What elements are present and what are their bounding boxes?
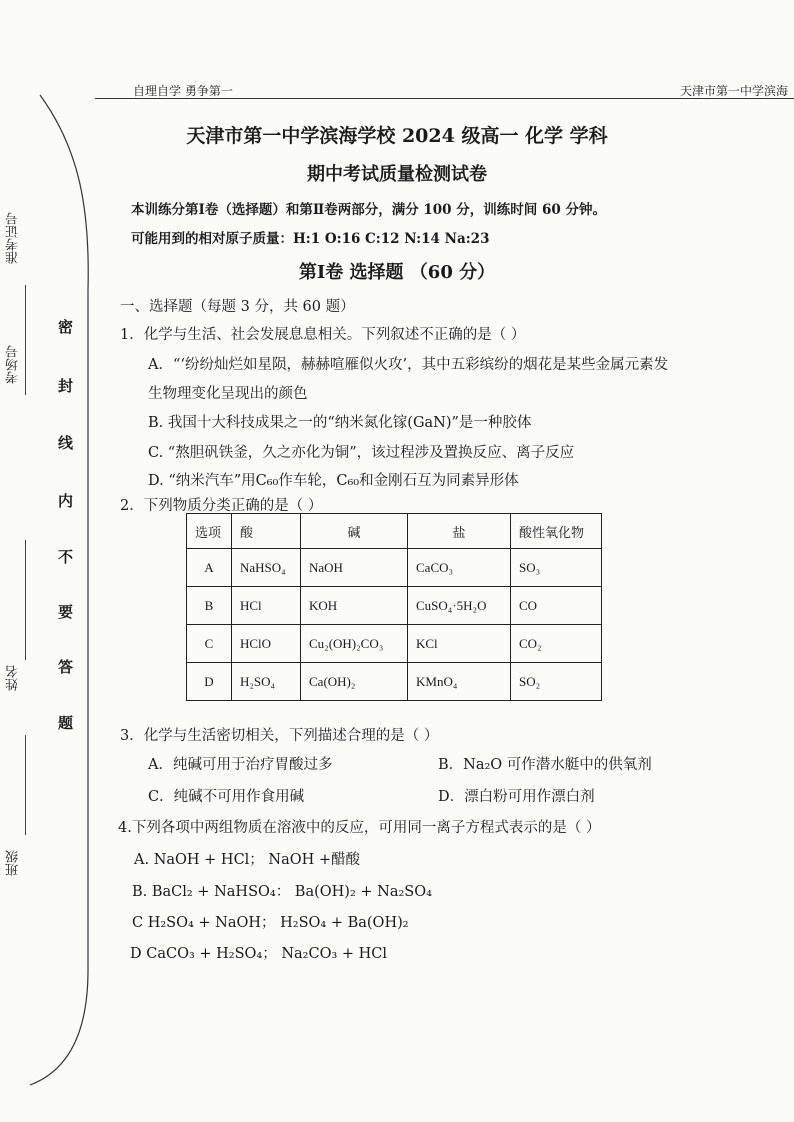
section-title: 第Ⅰ卷 选择题 （60 分）: [298, 262, 496, 283]
q1-option-a-cont: 生物理变化呈现出的颜色: [148, 386, 308, 402]
seal-char: 题: [58, 714, 74, 732]
table-header-row: [187, 514, 602, 549]
table-row: [187, 625, 602, 663]
table-cell: Cu₂(OH)₂CO₃: [301, 625, 408, 663]
q3-stem: 3．化学与生活密切相关，下列描述合理的是（ ）: [120, 728, 439, 744]
table-cell: CO₂: [511, 625, 602, 663]
exam-title: 天津市第一中学滨海学校 2024 级高一 化学 学科: [186, 125, 608, 147]
q1-stem: 1．化学与生活、社会发展息息相关。下列叙述不正确的是（ ）: [120, 327, 526, 343]
exam-id-line: [25, 285, 26, 395]
table-header: 盐: [408, 514, 511, 549]
room-label: 考场号: [6, 345, 21, 384]
table-row: [187, 587, 602, 625]
seal-char: 内: [58, 492, 74, 510]
table-cell: KMnO₄: [408, 663, 511, 701]
classification-table: [186, 513, 602, 701]
header-motto: 自理自学 勇争第一: [133, 84, 233, 98]
seal-char: 封: [58, 377, 74, 395]
table-header: 选项: [187, 514, 232, 549]
q4-option-b: B. BaCl₂ + NaHSO₄： Ba(OH)₂ + Na₂SO₄: [132, 884, 432, 900]
table-cell: H₂SO₄: [232, 663, 301, 701]
section-subtitle: 一、选择题（每题 3 分，共 60 题）: [120, 299, 355, 315]
q4-option-a: A. NaOH + HCl； NaOH +醋酸: [134, 852, 361, 868]
name-label: 姓名: [6, 665, 21, 691]
header-school: 天津市第一中学滨海: [679, 84, 788, 98]
table-cell: CaCO₃: [408, 549, 511, 587]
table-cell: SO₃: [511, 549, 602, 587]
table-cell: D: [187, 663, 232, 701]
seal-char: 线: [58, 434, 74, 452]
exam-info: 本训练分第Ⅰ卷（选择题）和第Ⅱ卷两部分，满分 100 分，训练时间 60 分钟。: [131, 202, 606, 218]
table-row: [187, 663, 602, 701]
table-cell: B: [187, 587, 232, 625]
table-header: 碱: [301, 514, 408, 549]
q1-option-d: D. “纳米汽车”用C₆₀作车轮，C₆₀和金刚石互为同素异形体: [148, 473, 519, 489]
table-row: [187, 549, 602, 587]
q3-option-d: D．漂白粉可用作漂白剂: [438, 789, 595, 805]
table-header: 酸性氧化物: [511, 514, 602, 549]
q2-stem: 2．下列物质分类正确的是（ ）: [120, 498, 323, 514]
seal-char: 要: [58, 603, 74, 621]
q4-option-d: D CaCO₃ + H₂SO₄； Na₂CO₃ + HCl: [130, 946, 388, 962]
table-cell: NaOH: [301, 549, 408, 587]
seal-char: 不: [58, 548, 74, 566]
exam-subtitle: 期中考试质量检测试卷: [307, 164, 487, 185]
q3-option-b: B．Na₂O 可作潜水艇中的供氧剂: [438, 757, 652, 773]
q3-option-c: C．纯碱不可用作食用碱: [148, 789, 305, 805]
q1-option-b: B. 我国十大科技成果之一的“纳米氮化镓(GaN)”是一种胶体: [148, 415, 532, 431]
class-line: [25, 735, 26, 835]
table-cell: CuSO₄·5H₂O: [408, 587, 511, 625]
q3-option-a: A．纯碱可用于治疗胃酸过多: [148, 757, 333, 773]
table-cell: SO₂: [511, 663, 602, 701]
table-cell: C: [187, 625, 232, 663]
header-rule: [95, 98, 794, 99]
table-cell: HCl: [232, 587, 301, 625]
seal-char: 答: [58, 658, 74, 676]
table-header: 酸: [232, 514, 301, 549]
atomic-masses: 可能用到的相对原子质量：H:1 O:16 C:12 N:14 Na:23: [131, 231, 490, 247]
seal-char: 密: [58, 318, 74, 336]
name-line: [25, 540, 26, 660]
class-label: 班级: [6, 850, 21, 876]
table-cell: Ca(OH)₂: [301, 663, 408, 701]
q4-option-c: C H₂SO₄ + NaOH； H₂SO₄ + Ba(OH)₂: [132, 915, 409, 931]
table-cell: A: [187, 549, 232, 587]
table-cell: HClO: [232, 625, 301, 663]
exam-id-label: 准考证号: [6, 212, 21, 264]
table-cell: KOH: [301, 587, 408, 625]
q4-stem: 4.下列各项中两组物质在溶液中的反应，可用同一离子方程式表示的是（ ）: [118, 820, 601, 836]
table-cell: KCl: [408, 625, 511, 663]
table-cell: NaHSO₄: [232, 549, 301, 587]
table-cell: CO: [511, 587, 602, 625]
q1-option-a: A．“‘纷纷灿烂如星陨，赫赫喧雁似火攻’，其中五彩缤纷的烟花是某些金属元素发: [148, 357, 669, 373]
q1-option-c: C. “熬胆矾铁釜，久之亦化为铜”，该过程涉及置换反应、离子反应: [148, 445, 575, 461]
